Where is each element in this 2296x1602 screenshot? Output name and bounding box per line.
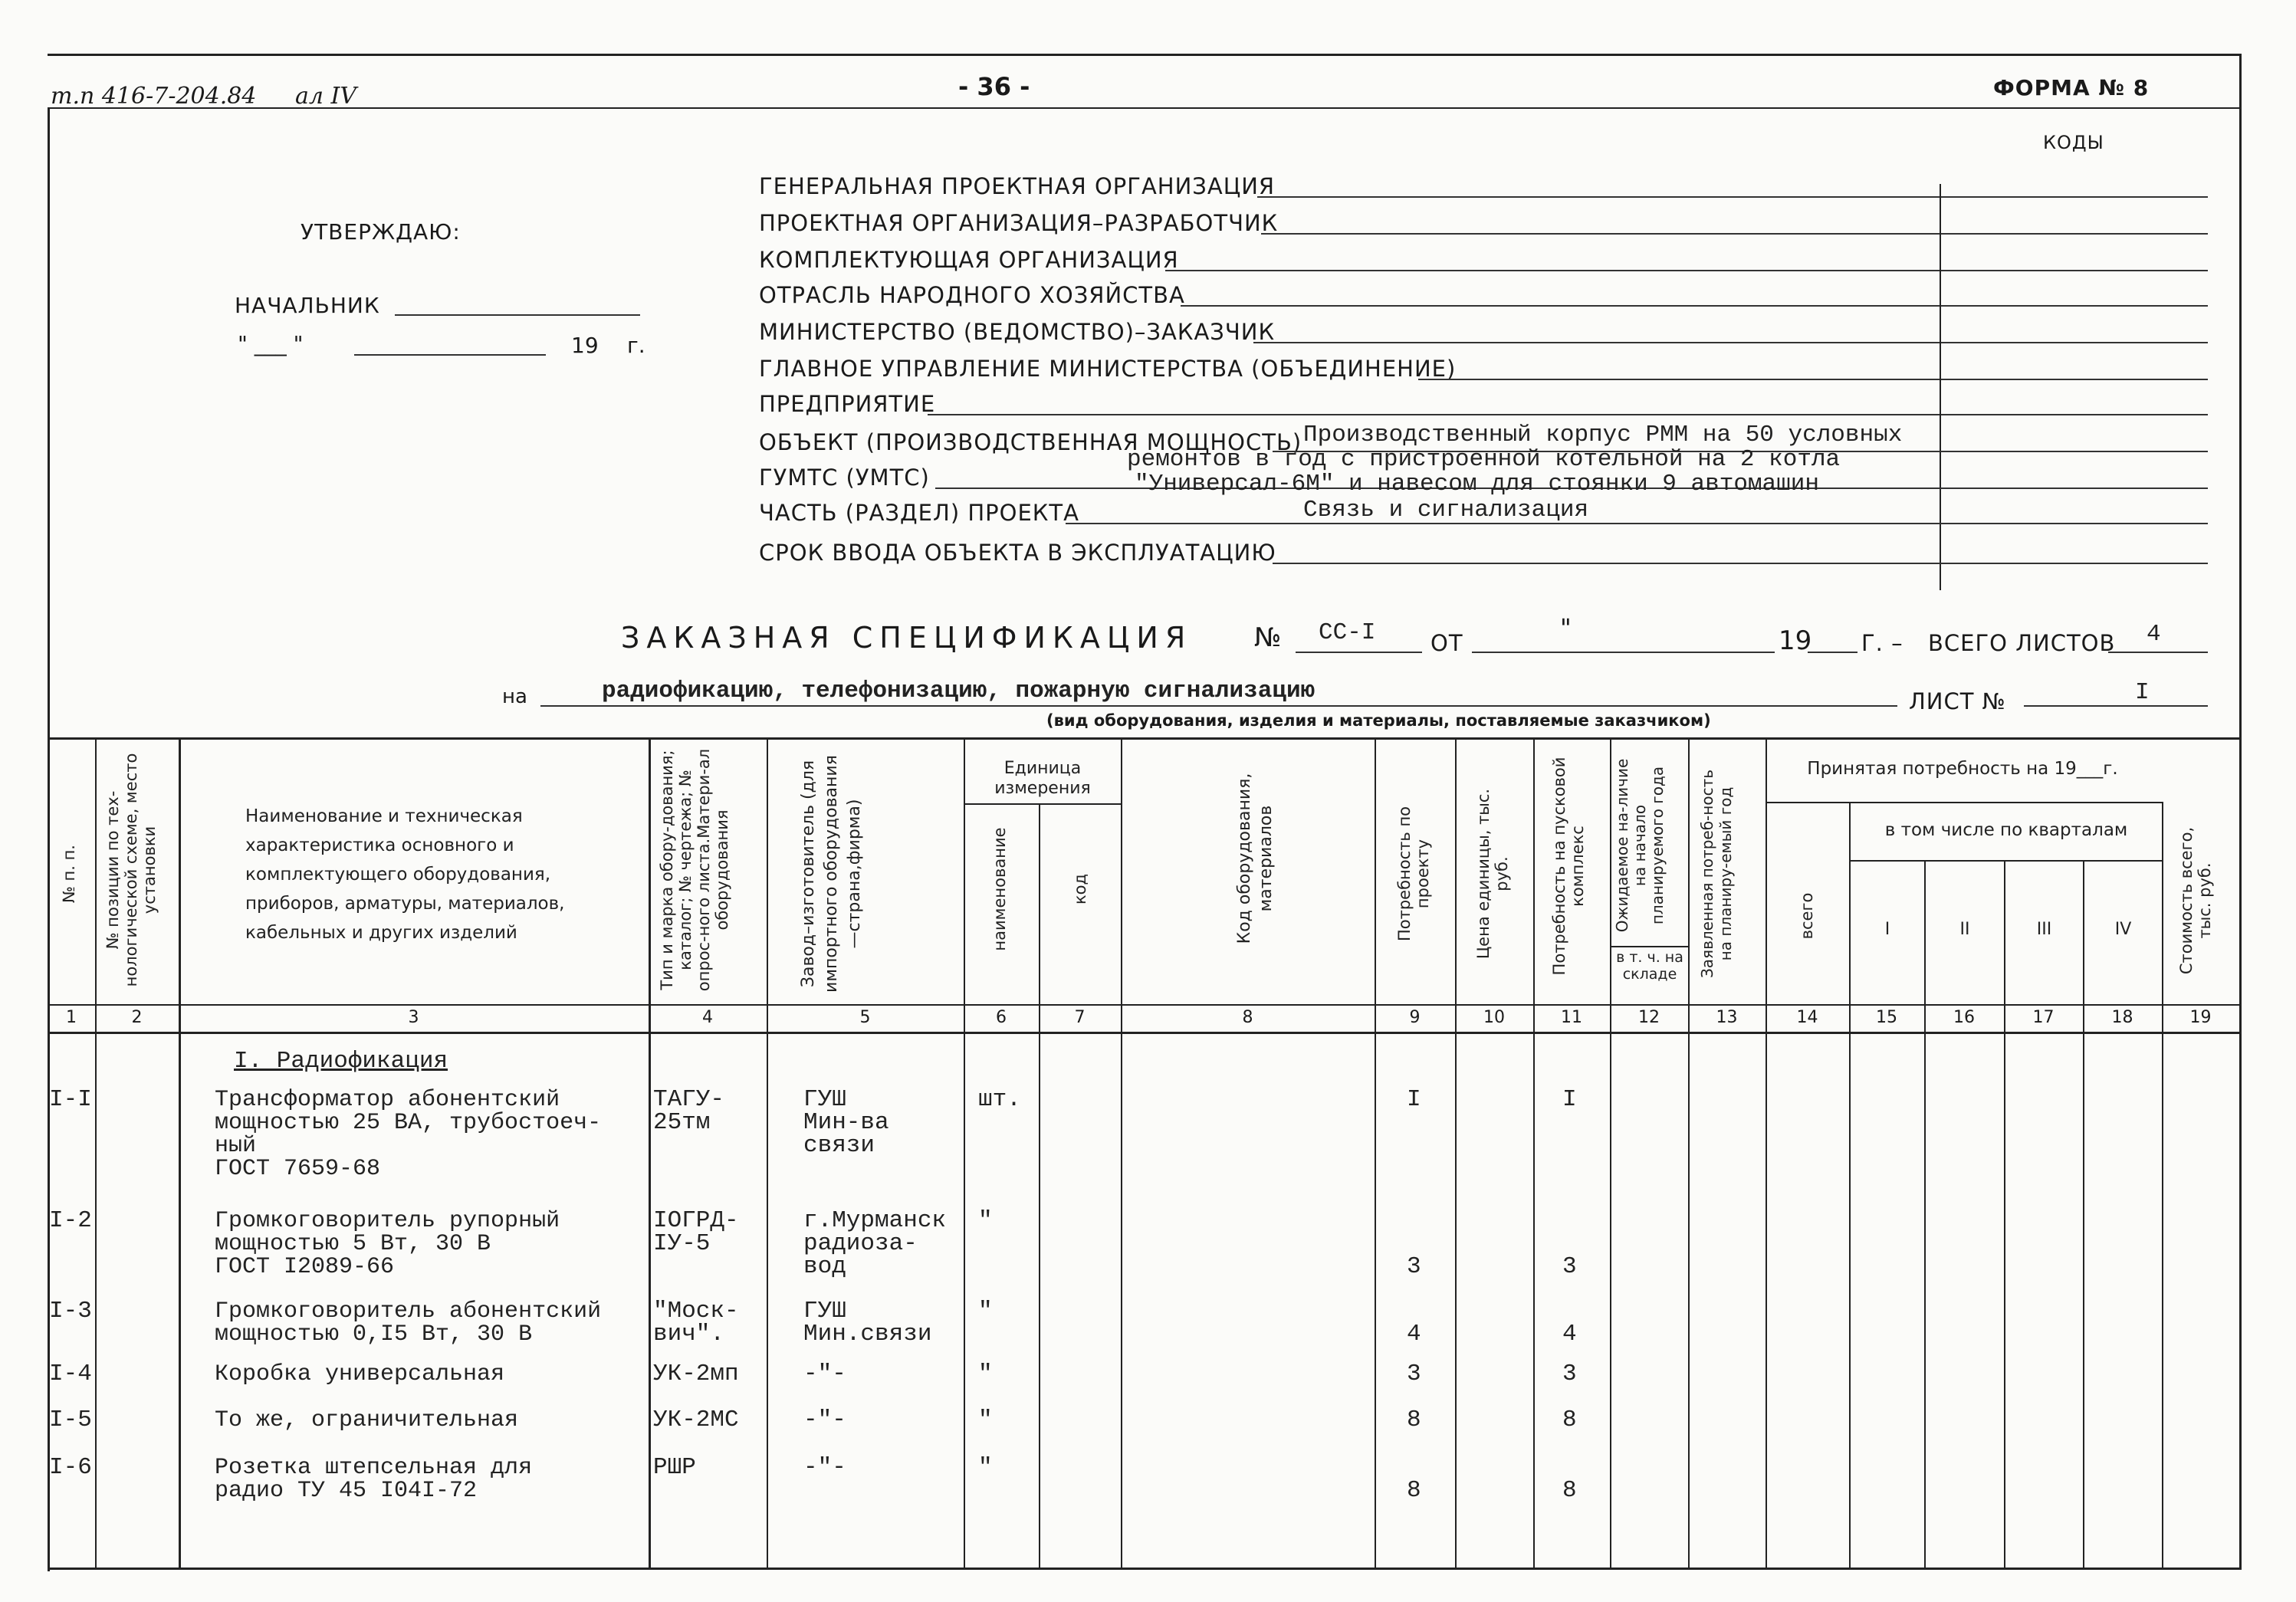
q1-header: I	[1884, 920, 1890, 939]
row-maker: ГУШ Мин.связи	[803, 1298, 932, 1348]
row-name: Громкоговоритель рупорный мощностью 5 Вт, 30 В ГОСТ I2089-66	[215, 1208, 560, 1280]
dev-org-field[interactable]	[1261, 233, 2208, 235]
col12-sub-header: в т. ч. на складе	[1616, 949, 1683, 983]
chief-signature-line[interactable]	[395, 314, 640, 316]
row-maker: ГУШ Мин-ва связи	[803, 1086, 889, 1159]
col13-header: Заявленная потреб-ность на планиру-емый год	[1698, 769, 1735, 979]
row-maker: -"-	[803, 1454, 846, 1481]
table-top-line	[48, 737, 2242, 740]
col-line-5	[964, 737, 965, 1568]
column-number-2: 2	[131, 1008, 143, 1027]
deadline-label: СРОК ВВОДА ОБЪЕКТА В ЭКСПЛУАТАЦИЮ	[759, 540, 1276, 566]
column-number-4: 4	[702, 1008, 713, 1027]
row-number: I-I	[49, 1086, 92, 1113]
row-qty-project: I	[1407, 1086, 1421, 1113]
section-title: I. Радиофикация	[234, 1048, 448, 1075]
row-unit: шт.	[978, 1086, 1021, 1113]
col-line-13	[1766, 737, 1767, 1568]
col19-header: Стоимость всего, тыс. руб.	[2177, 826, 2214, 975]
part-field[interactable]	[1066, 523, 2208, 524]
dev-org-label: ПРОЕКТНАЯ ОРГАНИЗАЦИЯ–РАЗРАБОТЧИК	[759, 210, 1279, 236]
col-line-16	[2004, 860, 2005, 1568]
col10-header: Цена единицы, тыс. руб.	[1474, 788, 1511, 960]
col-line-4	[767, 737, 768, 1568]
row-qty-start: 8	[1562, 1477, 1577, 1504]
spec-date-field[interactable]	[1472, 652, 1775, 653]
col-line-18	[2162, 802, 2163, 1568]
column-number-19: 19	[2189, 1008, 2212, 1027]
row-type: IОГРД- IУ-5	[653, 1207, 739, 1257]
row-type: "Моск- вич".	[653, 1298, 739, 1348]
spec-subject: радиофикацию, телефонизацию, пожарную сигнализацию	[602, 678, 1316, 704]
spec-subject-field[interactable]	[540, 705, 1897, 707]
row-unit: "	[978, 1361, 993, 1387]
sheet-number-field[interactable]	[2024, 705, 2208, 707]
spec-from-label: ОТ	[1430, 630, 1463, 656]
column-number-7: 7	[1074, 1008, 1086, 1027]
col3-header: Наименование и техническая характеристика основного и комплектующего оборудования, приборов, арматуры, материалов, кабельных и других изделий	[245, 806, 565, 943]
accepted-group-line	[1766, 802, 2163, 803]
codes-label: КОДЫ	[2043, 132, 2104, 153]
frame-right	[2239, 54, 2242, 1568]
column-number-18: 18	[2111, 1008, 2133, 1027]
col1-header: № п. п.	[60, 845, 78, 904]
object-line-1: Производственный корпус РММ на 50 условных	[1303, 422, 1903, 448]
spec-total-label: ВСЕГО ЛИСТОВ	[1928, 630, 2116, 656]
spec-total-sheets: 4	[2147, 621, 2161, 648]
row-qty-project: 3	[1407, 1361, 1421, 1387]
spec-quote-marks: "	[1560, 613, 1572, 642]
col-line-15	[1924, 860, 1926, 1568]
row-number: I-4	[49, 1361, 92, 1387]
spec-total-field[interactable]	[2108, 652, 2208, 653]
deadline-field[interactable]	[1273, 563, 2208, 564]
row-unit: "	[978, 1407, 993, 1433]
col2-header: № позиции по тех-нологической схеме, место установки	[103, 753, 159, 987]
main-directorate-field[interactable]	[1418, 379, 2208, 380]
col8-header: Код оборудования, материалов	[1235, 773, 1276, 944]
column-number-16: 16	[1953, 1008, 1975, 1027]
accepted-header: Принятая потребность на 19___г.	[1807, 759, 2118, 779]
row-name: То же, ограничительная	[215, 1407, 519, 1433]
row-number: I-6	[49, 1454, 92, 1481]
row-name: Громкоговоритель абонентский мощностью 0,I5 Вт, 30 В	[215, 1298, 602, 1348]
quarters-group-line	[1849, 860, 2163, 862]
spec-on-label: на	[502, 685, 527, 708]
col14-header: всего	[1798, 892, 1816, 940]
column-number-17: 17	[2032, 1008, 2055, 1027]
object-line-2: ремонтов в год с пристроенной котельной на 2 котла	[1127, 446, 1841, 473]
col-line-11	[1610, 737, 1611, 1568]
spec-number-field[interactable]	[1296, 652, 1422, 653]
row-name: Коробка универсальная	[215, 1361, 505, 1387]
col-line-12	[1688, 737, 1690, 1568]
part-value: Связь и сигнализация	[1303, 497, 1589, 524]
object-label: ОБЪЕКТ (ПРОИЗВОДСТВЕННАЯ МОЩНОСТЬ)	[759, 429, 1302, 455]
row-number: I-3	[49, 1298, 92, 1325]
form-number: ФОРМА № 8	[1993, 75, 2150, 100]
column-number-9: 9	[1409, 1008, 1421, 1027]
spec-title: ЗАКАЗНАЯ СПЕЦИФИКАЦИЯ	[621, 621, 1193, 655]
row-qty-project: 8	[1407, 1477, 1421, 1504]
column-number-3: 3	[408, 1008, 419, 1027]
table-numbers-bottom	[48, 1032, 2242, 1034]
col6-header: наименование	[990, 827, 1009, 951]
row-unit: "	[978, 1454, 993, 1481]
approval-date-line[interactable]	[354, 354, 546, 356]
supply-org-label: КОМПЛЕКТУЮЩАЯ ОРГАНИЗАЦИЯ	[759, 247, 1179, 273]
frame-left	[48, 107, 50, 1571]
col-line-10	[1533, 737, 1535, 1568]
row-qty-start: 3	[1562, 1361, 1577, 1387]
row-type: УК-2мп	[653, 1361, 739, 1387]
part-label: ЧАСТЬ (РАЗДЕЛ) ПРОЕКТА	[759, 500, 1079, 526]
spec-g-label: Г. –	[1861, 630, 1903, 656]
row-number: I-5	[49, 1407, 92, 1433]
col4-header: Тип и марка обору-дования; каталог; № чертежа; № опрос-ного листа.Матери-ал оборудования	[658, 748, 731, 992]
column-number-11: 11	[1561, 1008, 1582, 1027]
spec-subject-note: (вид оборудования, изделия и материалы, поставляемые заказчиком)	[1046, 711, 1711, 730]
row-qty-start: I	[1562, 1086, 1577, 1113]
column-number-5: 5	[859, 1008, 871, 1027]
col-line-8	[1375, 737, 1376, 1568]
row-qty-project: 8	[1407, 1407, 1421, 1433]
general-org-label: ГЕНЕРАЛЬНАЯ ПРОЕКТНАЯ ОРГАНИЗАЦИЯ	[759, 173, 1276, 199]
frame-bottom	[48, 1568, 2242, 1570]
col-line-1	[95, 737, 97, 1568]
page-number: - 36 -	[958, 72, 1030, 101]
col-line-14	[1849, 802, 1851, 1568]
column-number-10: 10	[1483, 1008, 1505, 1027]
column-number-15: 15	[1876, 1008, 1897, 1027]
umts-label: ГУМТС (УМТС)	[759, 465, 930, 491]
industry-label: ОТРАСЛЬ НАРОДНОГО ХОЗЯЙСТВА	[759, 282, 1185, 308]
general-org-field[interactable]	[1257, 196, 2208, 198]
object-line-3: "Универсал-6М" и навесом для стоянки 9 автомашин	[1135, 471, 1819, 497]
row-maker: г.Мурманск радиоза- вод	[803, 1207, 947, 1280]
col7-header: код	[1071, 873, 1089, 905]
enterprise-label: ПРЕДПРИЯТИЕ	[759, 391, 936, 417]
row-qty-project: 3	[1407, 1253, 1421, 1280]
column-number-8: 8	[1242, 1008, 1253, 1027]
row-type: РШР	[653, 1454, 696, 1481]
frame-top	[48, 54, 2242, 56]
col-line-2	[179, 737, 181, 1568]
unit-group-line	[964, 803, 1122, 805]
q3-header: III	[2036, 920, 2052, 939]
doc-code: т.п 416-7-204.84	[51, 83, 257, 110]
column-number-6: 6	[996, 1008, 1007, 1027]
spec-number: СС-I	[1319, 619, 1376, 646]
approve-label: УТВЕРЖДАЮ:	[301, 219, 461, 245]
row-type: УК-2МС	[653, 1407, 739, 1433]
industry-field[interactable]	[1181, 305, 2208, 307]
q2-header: II	[1959, 920, 1970, 939]
main-directorate-label: ГЛАВНОЕ УПРАВЛЕНИЕ МИНИСТЕРСТВА (ОБЪЕДИНЕНИЕ)	[759, 356, 1457, 382]
col-line-9	[1455, 737, 1457, 1568]
approval-year-suffix: г.	[627, 333, 645, 358]
col12-header: Ожидаемое на-личие на начало планируемого года	[1613, 758, 1667, 933]
col5-header: Завод–изготовитель (для импортного оборудования —страна,фирма)	[799, 755, 864, 993]
spec-year-field[interactable]	[1808, 652, 1857, 653]
spec-year: 19	[1779, 625, 1812, 656]
row-qty-start: 8	[1562, 1407, 1577, 1433]
row-maker: -"-	[803, 1407, 846, 1433]
col11-header: Потребность на пусковой комплекс	[1550, 757, 1587, 976]
sheet-number: I	[2135, 679, 2150, 706]
row-name: Трансформатор абонентский мощностью 25 ВА, трубостоеч- ный ГОСТ 7659-68	[215, 1087, 602, 1182]
codes-column-divider	[1940, 184, 1941, 590]
approval-year: 19	[571, 333, 599, 358]
ministry-label: МИНИСТЕРСТВО (ВЕДОМСТВО)–ЗАКАЗЧИК	[759, 319, 1276, 345]
row-number: I-2	[49, 1207, 92, 1234]
row-name: Розетка штепсельная для радио ТУ 45 I04I-72	[215, 1455, 533, 1504]
col-line-7	[1121, 737, 1122, 1568]
row-unit: "	[978, 1298, 993, 1325]
frame-header-divider	[48, 107, 2242, 109]
column-number-1: 1	[66, 1008, 77, 1027]
sheet-label: ЛИСТ №	[1909, 688, 2006, 714]
row-qty-start: 4	[1562, 1321, 1577, 1348]
chief-label: НАЧАЛЬНИК	[235, 293, 380, 318]
column-number-12: 12	[1638, 1008, 1660, 1027]
row-qty-project: 4	[1407, 1321, 1421, 1348]
spec-no-label: №	[1254, 622, 1282, 653]
quarters-header: в том числе по кварталам	[1884, 820, 2128, 840]
enterprise-field[interactable]	[928, 414, 2208, 415]
stock-sub-line	[1610, 946, 1688, 947]
col-line-17	[2083, 860, 2084, 1568]
supply-org-field[interactable]	[1165, 270, 2208, 271]
col-line-6	[1039, 803, 1040, 1568]
column-number-14: 14	[1796, 1008, 1818, 1027]
row-unit: "	[978, 1207, 993, 1234]
col9-header: Потребность по проекту	[1395, 806, 1432, 942]
row-maker: -"-	[803, 1361, 846, 1387]
unit-group-header: Единица измерения	[994, 759, 1091, 798]
album-number: ал IV	[295, 83, 357, 110]
row-type: ТАГУ- 25тм	[653, 1086, 725, 1136]
row-qty-start: 3	[1562, 1253, 1577, 1280]
col-line-3	[649, 737, 651, 1568]
approval-date-prefix: " ___ "	[238, 331, 304, 356]
ministry-field[interactable]	[1253, 342, 2208, 343]
q4-header: IV	[2114, 920, 2132, 939]
column-number-13: 13	[1716, 1008, 1738, 1027]
